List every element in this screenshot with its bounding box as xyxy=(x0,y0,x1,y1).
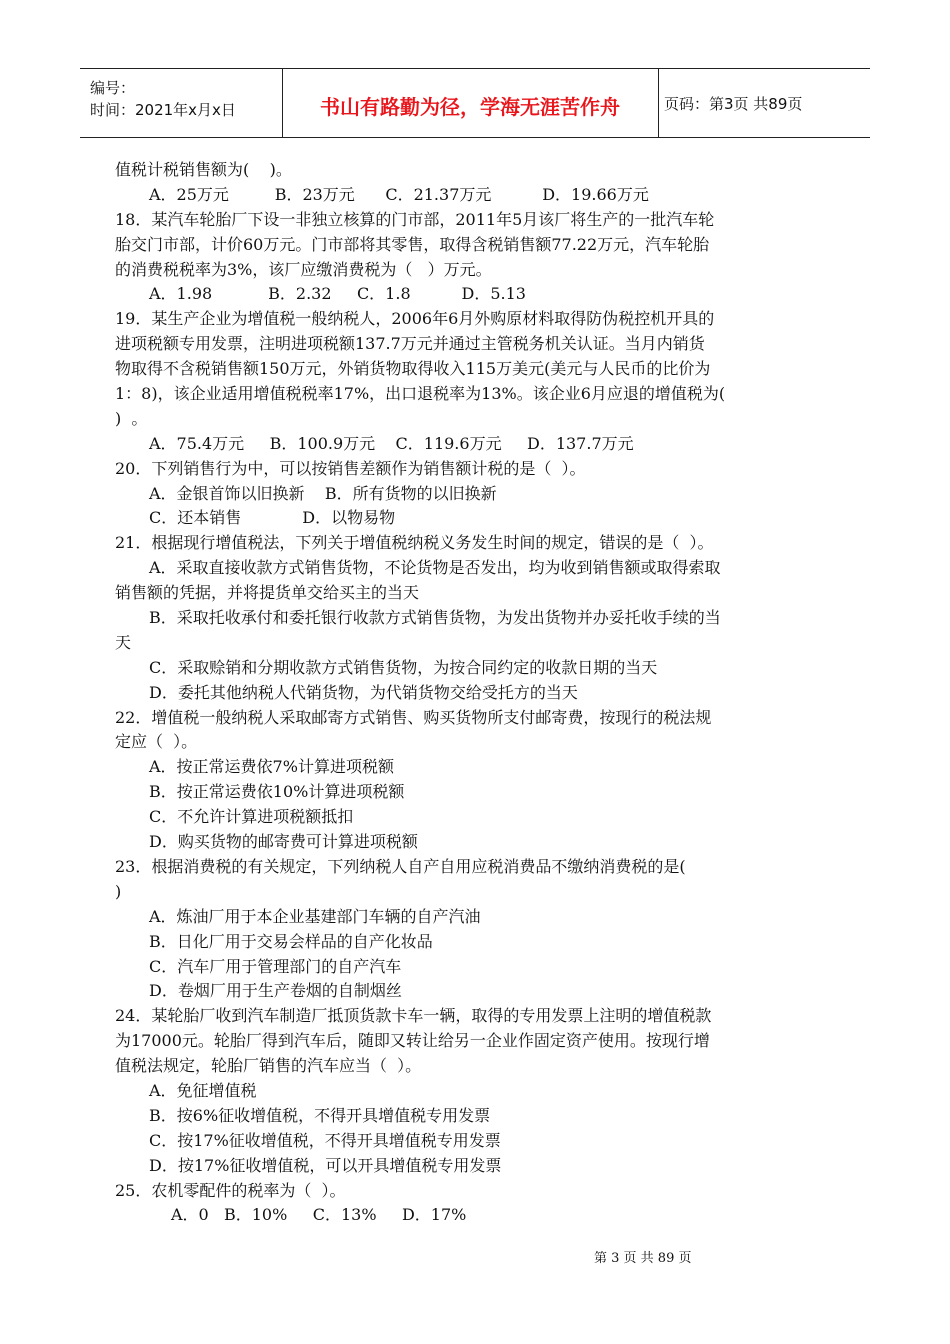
text-line: 物取得不含税销售额150万元，外销货物取得收入115万美元(美元与人民币的比价为 xyxy=(115,359,711,379)
answer-option: B．日化厂用于交易会样品的自产化妆品 xyxy=(149,931,433,951)
answer-option: C．采取赊销和分期收款方式销售货物，为按合同约定的收款日期的当天 xyxy=(149,657,658,677)
text-line: 销售额的凭据，并将提货单交给买主的当天 xyxy=(115,583,420,603)
answer-option: B．按正常运费依10%计算进项税额 xyxy=(149,782,405,802)
answer-option: D．委托其他纳税人代销货物，为代销货物交给受托方的当天 xyxy=(149,682,578,702)
question-18: 18．某汽车轮胎厂下设一非独立核算的门市部，2011年5月该厂将生产的一批汽车轮 xyxy=(115,209,715,229)
answer-option: D．卷烟厂用于生产卷烟的自制烟丝 xyxy=(149,981,402,1001)
text-line: 胎交门市部，计价60万元。门市部将其零售，取得含税销售额77.22万元，汽车轮胎 xyxy=(115,234,710,254)
text-line: 的消费税税率为3%，该厂应缴消费税为（ ）万元。 xyxy=(115,259,492,279)
text-line: 为17000元。轮胎厂得到汽车后，随即又转让给另一企业作固定资产使用。按现行增 xyxy=(115,1031,710,1051)
question-20: 20．下列销售行为中，可以按销售差额作为销售额计税的是（ ）。 xyxy=(115,458,586,478)
text-line: 值税法规定，轮胎厂销售的汽车应当（ ）。 xyxy=(115,1056,422,1076)
header-page-number: 页码：第3页 共89页 xyxy=(664,95,803,113)
answer-options: A．1.98 B．2.32 C．1.8 D．5.13 xyxy=(149,284,526,304)
answer-options: A．0 B．10% C．13% D．17% xyxy=(171,1205,467,1225)
text-line: 定应（ ）。 xyxy=(115,732,198,752)
text-line: 进项税额专用发票，注明进项税额137.7万元并通过主管税务机关认证。当月内销货 xyxy=(115,334,705,354)
answer-options: A．75.4万元 B．100.9万元 C．119.6万元 D．137.7万元 xyxy=(149,433,634,453)
text-line: ) 。 xyxy=(115,408,148,428)
answer-option: C．按17%征收增值税，不得开具增值税专用发票 xyxy=(149,1130,501,1150)
answer-option: B．采取托收承付和委托银行收款方式销售货物，为发出货物并办妥托收手续的当 xyxy=(149,608,721,628)
answer-option: A．按正常运费依7%计算进项税额 xyxy=(149,757,394,777)
answer-option: A．采取直接收款方式销售货物，不论货物是否发出，均为收到销售额或取得索取 xyxy=(149,558,721,578)
question-25: 25．农机零配件的税率为（ ）。 xyxy=(115,1180,346,1200)
document-code-label: 编号： xyxy=(90,79,136,97)
text-line: ) xyxy=(115,881,122,901)
page-footer: 第 3 页 共 89 页 xyxy=(594,1251,692,1266)
document-body xyxy=(115,158,840,1228)
answer-option: D．购买货物的邮寄费可计算进项税额 xyxy=(149,832,418,852)
answer-option: B．按6%征收增值税，不得开具增值税专用发票 xyxy=(149,1105,491,1125)
answer-option: C．汽车厂用于管理部门的自产汽车 xyxy=(149,956,402,976)
document-date-label: 时间：2021年x月x日 xyxy=(90,101,236,119)
text-line: 值税计税销售额为( )。 xyxy=(115,160,292,179)
header-motto: 书山有路勤为径，学海无涯苦作舟 xyxy=(320,95,620,119)
page-header xyxy=(80,68,870,138)
answer-option: D．按17%征收增值税，可以开具增值税专用发票 xyxy=(149,1155,502,1175)
text-line: 天 xyxy=(115,632,132,652)
answer-option: A．免征增值税 xyxy=(149,1080,257,1100)
question-21: 21．根据现行增值税法，下列关于增值税纳税义务发生时间的规定，错误的是（ ）。 xyxy=(115,533,714,553)
answer-options: A．25万元 B．23万元 C．21.37万元 D．19.66万元 xyxy=(149,184,649,204)
header-divider xyxy=(658,69,659,137)
question-24: 24．某轮胎厂收到汽车制造厂抵顶货款卡车一辆，取得的专用发票上注明的增值税款 xyxy=(115,1006,712,1026)
answer-option: C．不允许计算进项税额抵扣 xyxy=(149,807,354,827)
question-23: 23．根据消费税的有关规定，下列纳税人自产自用应税消费品不缴纳消费税的是( xyxy=(115,856,686,876)
question-22: 22．增值税一般纳税人采取邮寄方式销售、购买货物所支付邮寄费，按现行的税法规 xyxy=(115,707,712,727)
answer-option: A．金银首饰以旧换新 B．所有货物的以旧换新 xyxy=(149,483,497,503)
text-line: 1：8)，该企业适用增值税税率17%，出口退税率为13%。该企业6月应退的增值税为( xyxy=(115,384,726,404)
answer-option: C．还本销售 D．以物易物 xyxy=(149,508,396,528)
question-19: 19．某生产企业为增值税一般纳税人，2006年6月外购原材料取得防伪税控机开具的 xyxy=(115,309,715,329)
answer-option: A．炼油厂用于本企业基建部门车辆的自产汽油 xyxy=(149,906,481,926)
header-info-cell xyxy=(80,69,282,137)
